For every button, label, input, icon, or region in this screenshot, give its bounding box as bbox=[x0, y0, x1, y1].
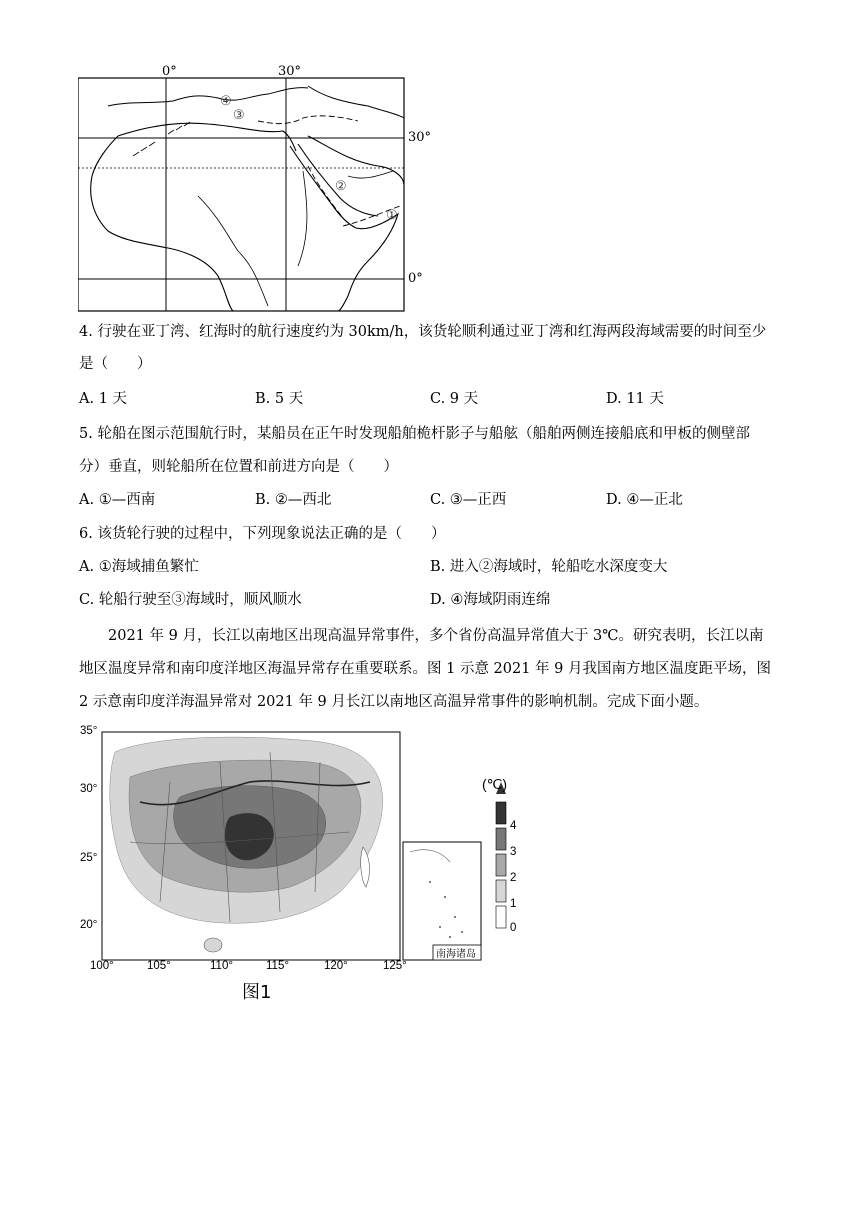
lon-tick-125: 125° bbox=[383, 960, 407, 972]
passage-line-1: 2021 年 9 月，长江以南地区出现高温异常事件，多个省份高温异常值大于 3℃。研究表明，长江以南 bbox=[108, 628, 764, 644]
figure-caption: 图1 bbox=[242, 982, 272, 1003]
legend-swatch-2 bbox=[496, 854, 506, 876]
legend-unit: (℃) bbox=[482, 776, 508, 792]
q5-option-c[interactable]: C. ③—正西 bbox=[430, 492, 507, 508]
figure-1 bbox=[70, 722, 530, 1012]
lat-tick-30: 30° bbox=[80, 783, 98, 795]
lon-tick-110: 110° bbox=[210, 960, 233, 972]
lat-tick-35: 35° bbox=[80, 725, 98, 737]
lat-tick-20: 20° bbox=[80, 919, 98, 931]
q6-option-b[interactable]: B. 进入②海域时，轮船吃水深度变大 bbox=[430, 559, 668, 575]
question-6-line-1: 6. 该货轮行驶的过程中，下列现象说法正确的是（ ） bbox=[79, 526, 446, 542]
temperature-anomaly-map bbox=[70, 722, 530, 972]
lon-tick-100: 100° bbox=[90, 960, 114, 972]
q4-option-c[interactable]: C. 9 天 bbox=[430, 391, 479, 407]
q5-option-b[interactable]: B. ②—西北 bbox=[255, 492, 332, 508]
legend-swatch-0 bbox=[496, 906, 506, 928]
q4-option-b[interactable]: B. 5 天 bbox=[255, 391, 304, 407]
passage-line-3: 2 示意南印度洋海温异常对 2021 年 9 月长江以南地区高温异常事件的影响机制。完成下面小题。 bbox=[79, 694, 709, 710]
marker-1: ① bbox=[386, 208, 398, 223]
lon-label-30: 30° bbox=[278, 64, 302, 79]
passage-line-2: 地区温度异常和南印度洋地区海温异常存在重要联系。图 1 示意 2021 年 9 月我国南方地区温度距平场，图 bbox=[79, 661, 772, 677]
lat-label-30: 30° bbox=[408, 130, 432, 145]
lat-label-0: 0° bbox=[408, 271, 423, 286]
africa-map bbox=[78, 66, 448, 314]
legend-label-3: 3 bbox=[510, 846, 517, 858]
q4-option-d[interactable]: D. 11 天 bbox=[606, 391, 664, 407]
marker-3: ③ bbox=[233, 108, 245, 123]
q6-option-a[interactable]: A. ①海域捕鱼繁忙 bbox=[79, 559, 199, 575]
q6-option-c[interactable]: C. 轮船行驶至③海域时，顺风顺水 bbox=[79, 592, 302, 608]
legend-swatch-4 bbox=[496, 802, 506, 824]
q5-option-d[interactable]: D. ④—正北 bbox=[606, 492, 683, 508]
legend-label-2: 2 bbox=[510, 872, 517, 884]
inset-label: 南海诸岛 bbox=[436, 949, 476, 960]
question-4-line-1: 4. 行驶在亚丁湾、红海时的航行速度约为 30km/h，该货轮顺利通过亚丁湾和红海两段海域需要的时间至少 bbox=[79, 324, 767, 340]
question-5-line-1: 5. 轮船在图示范围航行时，某船员在正午时发现船舶桅杆影子与船舷（船舶两侧连接船底和甲板的侧壁部 bbox=[79, 426, 750, 442]
lon-label-0: 0° bbox=[162, 64, 177, 79]
q4-option-a[interactable]: A. 1 天 bbox=[79, 391, 128, 407]
lon-tick-115: 115° bbox=[266, 960, 289, 972]
legend-swatch-1 bbox=[496, 880, 506, 902]
q5-option-a[interactable]: A. ①—西南 bbox=[79, 492, 156, 508]
marker-2: ② bbox=[335, 179, 347, 194]
marker-4: ④ bbox=[220, 94, 232, 109]
question-5-line-2: 分）垂直，则轮船所在位置和前进方向是（ ） bbox=[79, 459, 398, 475]
africa-map-svg bbox=[78, 66, 448, 314]
lat-tick-25: 25° bbox=[80, 852, 98, 864]
legend-swatch-3 bbox=[496, 828, 506, 850]
lon-tick-105: 105° bbox=[147, 960, 171, 972]
legend-label-0: 0 bbox=[510, 922, 517, 934]
legend-label-1: 1 bbox=[510, 898, 517, 910]
lon-tick-120: 120° bbox=[324, 960, 348, 972]
legend-label-4: 4 bbox=[510, 820, 517, 832]
question-4-line-2: 是（ ） bbox=[79, 356, 152, 372]
q6-option-d[interactable]: D. ④海域阴雨连绵 bbox=[430, 592, 551, 608]
